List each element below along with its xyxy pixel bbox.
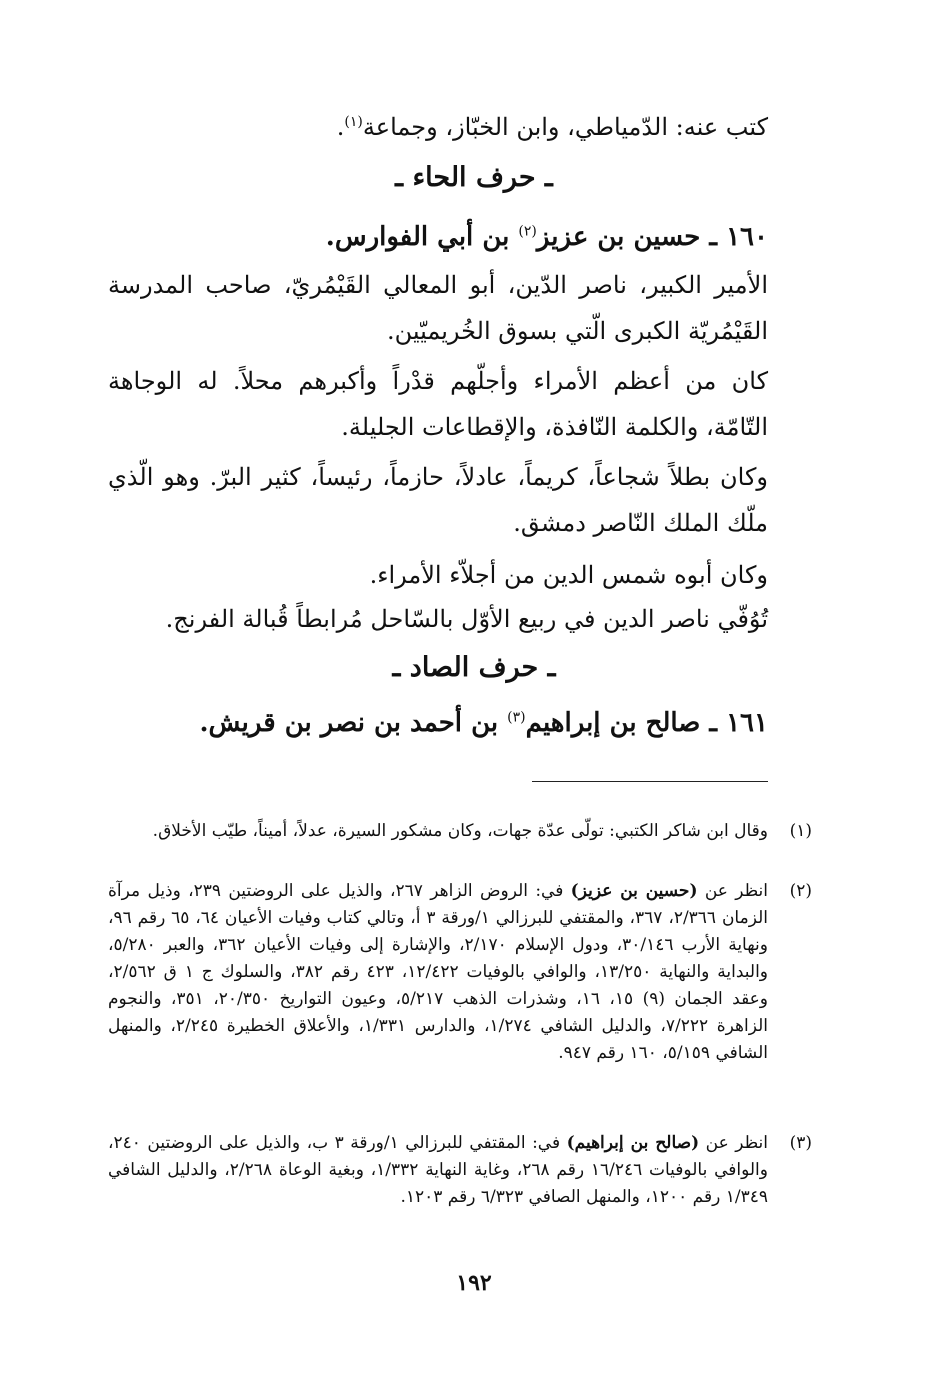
page-number: ١٩٢ <box>456 1270 492 1296</box>
footnote-3-body <box>108 1130 768 1211</box>
footnote-2-lead: انظر عن <box>697 881 769 901</box>
footnote-3-subject: (صالح بن إبراهيم) <box>566 1133 700 1153</box>
footnote-2 <box>108 878 812 1067</box>
footnote-3-text: في: المقتفي للبرزالي ١/ورقة ٣ ب، والذيل على الروضتين ٢٤٠، والوافي بالوفيات ١٦/٢٤٦ رقم ٢٦٨، وغاية النهاية ١/٣٣٢، وبغية الوعاة ٢/٢٦٨، والدليل الشافي ١/٣٤٩ رقم ١٢٠٠، والمنهل الصافي ٦/٣٢٣ رقم ١٢٠٣. <box>108 1133 768 1207</box>
footnote-3-number: (٣) <box>789 1133 812 1153</box>
entry-160-title <box>108 222 768 252</box>
entry-160-paragraph-2: كان من أعظم الأمراء وأجلّهم قدْراً وأكبرهم محلاً. له الوجاهة التّامّة، والكلمة النّافذة، والإقطاعات الجليلة. <box>108 367 768 441</box>
footnote-1-number: (١) <box>789 821 812 841</box>
entry-161-title-main: ١٦١ ـ صالح بن إبراهيم <box>525 708 768 738</box>
entry-160-title-main: ١٦٠ ـ حسين بن عزيز <box>536 222 768 252</box>
intro-period: . <box>336 113 345 141</box>
section-heading-ha: ـ حرف الحاء ـ <box>395 162 553 193</box>
entry-161-title <box>108 708 768 738</box>
entry-160-title-rest: بن أبي الفوارس. <box>325 222 519 252</box>
entry-161-title-rest: بن أحمد بن نصر بن قريش. <box>199 708 508 738</box>
entry-160-paragraph-1: الأمير الكبير، ناصر الدّين، أبو المعالي القَيْمُريّ، صاحب المدرسة القَيْمُريّة الكبرى الّتي بسوق الخُريميّين. <box>108 271 768 345</box>
footnote-3-lead: انظر عن <box>699 1133 768 1153</box>
footnote-ref-1: (١) <box>344 114 363 130</box>
entry-160-paragraph-5: تُوُفّي ناصر الدين في ربيع الأوّل بالسّاحل مُرابطاً قُبالة الفرنج. <box>165 605 768 633</box>
footnote-2-number: (٢) <box>789 881 812 901</box>
footnote-3 <box>108 1130 812 1211</box>
intro-line <box>108 104 768 150</box>
footnote-ref-3: (٣) <box>507 709 526 726</box>
footnote-2-body <box>108 878 768 1067</box>
footnote-1-text: وقال ابن شاكر الكتبي: تولّى عدّة جهات، وكان مشكور السيرة، عدلاً، أميناً، طيّب الأخلاق. <box>152 821 768 841</box>
intro-text: كتب عنه: الدّمياطي، وابن الخبّاز، وجماعة <box>362 113 768 141</box>
footnote-2-text: في: الروض الزاهر ٢٦٧، والذيل على الروضتين ٢٣٩، وذيل مرآة الزمان ٢/٣٦٦، ٣٦٧، والمقتفي للبرزالي ١/ورقة ٣ أ، وتالي كتاب وفيات الأعيان ٦٤، ٦٥ رقم ٩٦، ونهاية الأرب ٣٠/١٤٦، ودول الإسلام ٢/١٧٠، والإشارة إلى وفيات الأعيان ٣٦٢، والعبر ٥/٢٨٠، والبداية والنهاية ١٣/٢٥٠، والوافي بالوفيات ١٢/٤٢٢، ٤٢٣ رقم ٣٨٢، والسلوك ج ١ ق ٢/٥٦٢، وعقد الجمان (٩) ١٥، ١٦، وشذرات الذهب ٥/٢١٧، وعيون التواريخ ٢٠/٣٥٠، ٣٥١، والنجوم الزاهرة ٧/٢٢٢، والدليل الشافي ١/٢٧٤، والدارس ١/٣٣١، والأعلاق الخطيرة ٢/٢٤٥، والمنهل الشافي ٥/١٥٩، ١٦٠ رقم ٩٤٧. <box>108 881 769 1063</box>
section-heading-sad: ـ حرف الصاد ـ <box>392 652 556 683</box>
footnote-separator <box>532 781 768 782</box>
entry-160-paragraph-3: وكان بطلاً شجاعاً، كريماً، عادلاً، حازماً، رئيساً، كثير البرّ. وهو الّذي ملّك الملك النّاصر دمشق. <box>108 463 768 537</box>
footnote-ref-2: (٢) <box>518 223 537 240</box>
entry-160-paragraph-4: وكان أبوه شمس الدين من أجلاّء الأمراء. <box>369 561 768 589</box>
footnote-1 <box>108 818 812 845</box>
footnote-2-subject: (حسين بن عزيز) <box>570 881 698 901</box>
